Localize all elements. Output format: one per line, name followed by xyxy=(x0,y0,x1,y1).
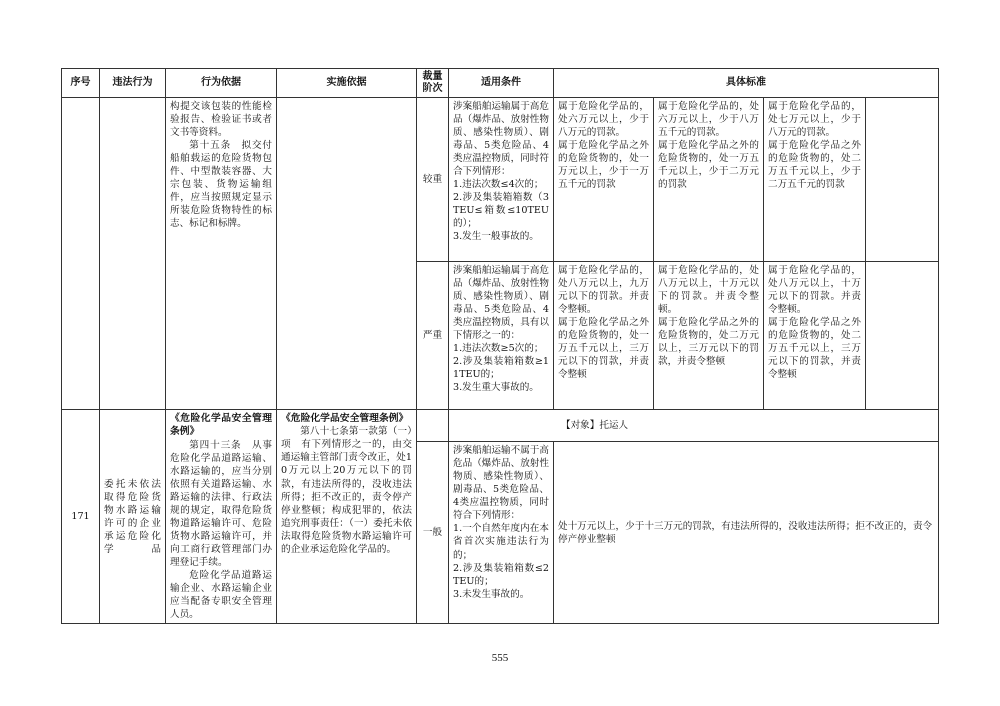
standard-cell xyxy=(554,98,654,262)
header-discretion-level: 裁量阶次 xyxy=(417,69,449,98)
condition-text: 2.涉及集装箱箱数（3TEU≤箱数≤10TEU的）； xyxy=(453,192,549,230)
table-header-row xyxy=(62,69,939,98)
behavior-basis-cell xyxy=(166,98,277,410)
penalty-standard-table xyxy=(61,68,939,624)
basis-text: 危险化学品道路运输企业、水路运输企业应当配备专职安全管理人员。 xyxy=(170,570,272,621)
standard-text: 属于危险化学品的，处八万元以上，十万元以下的罚款。并责令整顿。 xyxy=(658,265,759,316)
condition-text: 涉案船舶运输属于高危品（爆炸品、放射性物质、感染性物质）、剧毒品、5类危险品、4类应温控物质，同时符合下列情形： xyxy=(453,101,549,178)
standard-text: 属于危险化学品的，处八万元以上，九万元以下的罚款。并责令整顿。 xyxy=(558,265,649,316)
condition-text: 3.发生重大事故的。 xyxy=(453,382,539,394)
basis-title: 《危险化学品安全管理条例》 xyxy=(170,413,272,438)
condition-text: 3.未发生事故的。 xyxy=(453,588,530,600)
table-row xyxy=(62,410,939,442)
standard-text: 属于危险化学品之外的危险货物的，处二万元以上，三万元以下的罚款，并责令整顿 xyxy=(658,317,759,368)
implementation-basis-cell-empty xyxy=(277,98,417,410)
level-cell-empty xyxy=(417,410,449,442)
standard-text: 属于危险化学品的，处七万元以上，少于八万元的罚款。 xyxy=(768,101,861,139)
standard-text: 属于危险化学品的，处八万元以上，十万元以下的罚款。并责令整顿。 xyxy=(768,265,861,316)
object-cell: 【对象】托运人 xyxy=(449,410,939,442)
standard-text: 属于危险化学品之外的危险货物的，处二万五千元以上，三万元以下的罚款，并责令整顿 xyxy=(768,317,861,381)
standard-cell-empty xyxy=(866,98,939,262)
implementation-text: 第八十七条第一款第（一）项 有下列情形之一的，由交通运输主管部门责令改正，处10万元以上20万元以下的罚款，有违法所得的，没收违法所得；拒不改正的，责令停产停业整顿；构成犯罪的，依法追究刑事责任：（一）委托未依法取得危险货物水路运输许可的企业承运危险化学品的。 xyxy=(281,426,412,555)
standard-text: 属于危险化学品之外的危险货物的，处一万元以上，少于一万五千元的罚款 xyxy=(558,140,649,191)
condition-text: 2.涉及集装箱箱数≥11TEU的； xyxy=(453,356,549,381)
standard-cell xyxy=(654,98,764,262)
condition-text: 1.违法次数≤4次的； xyxy=(453,179,544,191)
basis-text: 第十五条 拟交付船舶载运的危险货物包件、中型散装容器、大宗包装、货物运输组件，应当按照规定显示所装危险货物特性的标志、标记和标牌。 xyxy=(170,140,272,230)
level-cell: 一般 xyxy=(417,442,449,624)
condition-text: 1.违法次数≥5次的； xyxy=(453,343,544,355)
standard-cell: 处十万元以上，少于十三万元的罚款，有违法所得的，没收违法所得；拒不改正的，责令停产停业整顿 xyxy=(554,442,939,624)
header-conditions: 适用条件 xyxy=(449,69,554,98)
basis-text: 第四十三条 从事危险化学品道路运输、水路运输的，应当分别依照有关道路运输、水路运输的法律、行政法规的规定，取得危险货物道路运输许可、危险货物水路运输许可，并向工商行政管理部门办理登记手续。 xyxy=(170,439,272,569)
violation-behavior: 委托未依法取得危险货物水路运输许可的企业承运危险化学品 xyxy=(100,410,166,624)
standard-cell-empty xyxy=(866,262,939,410)
conditions-cell xyxy=(449,98,554,262)
level-cell: 较重 xyxy=(417,98,449,262)
basis-text: 构提交该包装的性能检验报告、检验证书或者文书等资料。 xyxy=(170,101,272,139)
standard-text: 属于危险化学品之外的危险货物的，处二万五千元以上，少于二万五千元的罚款 xyxy=(768,140,861,191)
behavior-basis-cell xyxy=(166,410,277,624)
condition-text: 3.发生一般事故的。 xyxy=(453,231,539,243)
standard-text: 属于危险化学品之外的危险货物的，处一万五千元以上，少于二万元的罚款 xyxy=(658,140,759,191)
header-serial: 序号 xyxy=(62,69,100,98)
table-row xyxy=(62,98,939,262)
page-number: 555 xyxy=(491,652,509,664)
standard-text: 属于危险化学品的，处六万元以上，少于八万元的罚款。 xyxy=(558,101,649,139)
condition-text: 涉案船舶运输不属于高危品（爆炸品、放射性物质、感染性物质）、剧毒品、5类危险品、4类应温控物质，同时符合下列情形： xyxy=(453,445,549,522)
standard-cell xyxy=(554,262,654,410)
standard-cell xyxy=(654,262,764,410)
implementation-title: 《危险化学品安全管理条例》 xyxy=(281,413,409,424)
condition-text: 涉案船舶运输属于高危品（爆炸品、放射性物质、感染性物质）、剧毒品、5类危险品、4类应温控物质，具有以下情形之一的： xyxy=(453,265,549,342)
standard-text: 属于危险化学品的，处六万元以上，少于八万五千元的罚款。 xyxy=(658,101,759,139)
condition-text: 2.涉及集装箱箱数≤2TEU的； xyxy=(453,562,549,587)
conditions-cell xyxy=(449,442,554,624)
header-implementation-basis: 实施依据 xyxy=(277,69,417,98)
standard-text: 属于危险化学品之外的危险货物的，处一万五千元以上，三万元以下的罚款，并责令整顿 xyxy=(558,317,649,381)
serial-cell-empty xyxy=(62,98,100,410)
level-cell: 严重 xyxy=(417,262,449,410)
serial-number: 171 xyxy=(62,410,100,624)
header-behavior-basis: 行为依据 xyxy=(166,69,277,98)
implementation-basis-cell xyxy=(277,410,417,624)
standard-cell xyxy=(764,262,866,410)
header-violation: 违法行为 xyxy=(100,69,166,98)
conditions-cell xyxy=(449,262,554,410)
header-specific-standard: 具体标准 xyxy=(554,69,939,98)
standard-cell xyxy=(764,98,866,262)
condition-text: 1.一个自然年度内在本省首次实施违法行为的； xyxy=(453,523,549,561)
violation-cell-empty xyxy=(100,98,166,410)
